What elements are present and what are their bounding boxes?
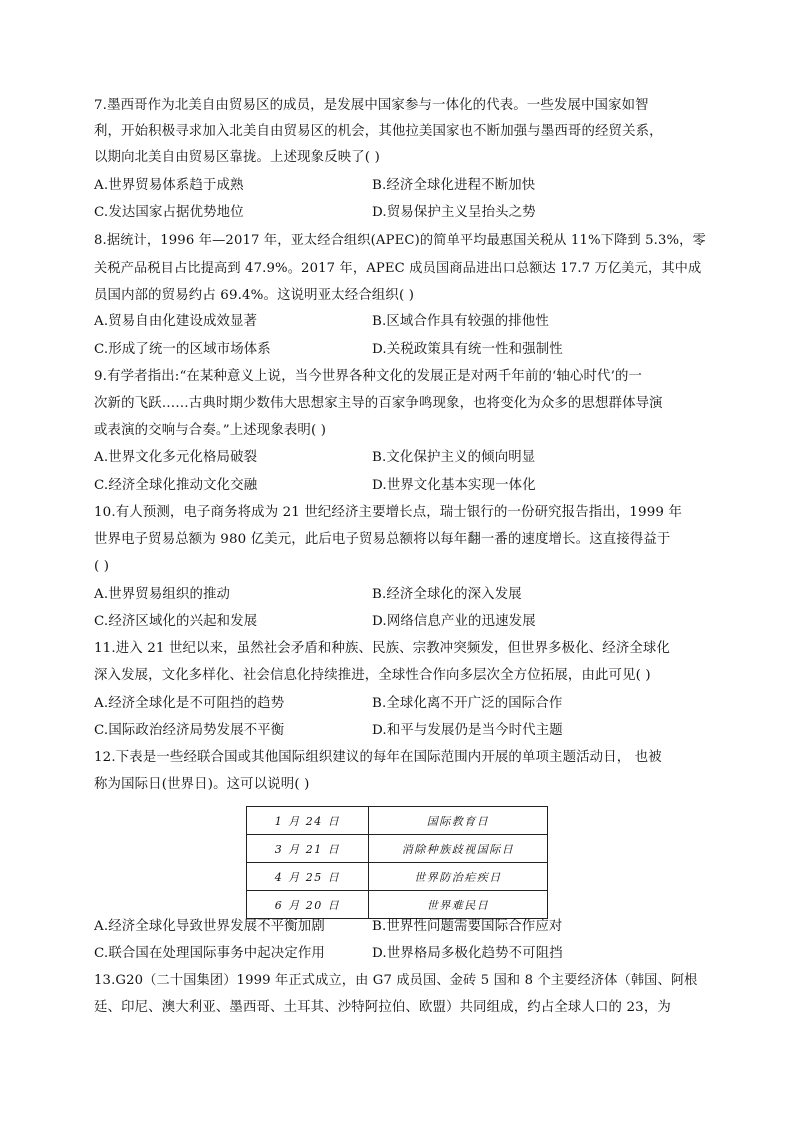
q12-option-a: A.经济全球化导致世界发展不平衡加剧 [94,919,325,934]
q11-option-c: C.国际政治经济局势发展不平衡 [94,723,285,738]
q10-option-c: C.经济区域化的兴起和发展 [94,614,258,629]
q8-stem-line-1: 8.据统计，1996 年—2017 年，亚太经合组织(APEC)的简单平均最惠国关税从 11%下降到 5.3%，零 [94,233,706,248]
q10-stem-line-1: 10.有人预测，电子商务将成为 21 世纪经济主要增长点，瑞士银行的一份研究报告指出，1999 年 [94,505,682,520]
q12-stem-line-1: 12.下表是一些经联合国或其他国际组织建议的每年在国际范围内开展的单项主题活动日， 也被 [94,750,662,765]
q11-option-b: B.全球化离不开广泛的国际合作 [372,696,563,711]
q9-option-c: C.经济全球化推动文化交融 [94,478,258,493]
q7-option-b: B.经济全球化进程不断加快 [372,178,536,193]
q9-stem-line-1: 9.有学者指出:“在某种意义上说，当今世界各种文化的发展正是对两千年前的‘轴心时代’的一 [94,369,643,384]
q8-stem-line-3: 员国内部的贸易约占 69.4%。这说明亚太经合组织( ) [94,288,415,303]
q8-option-c: C.形成了统一的区域市场体系 [94,342,271,357]
q10-option-a: A.世界贸易组织的推动 [94,587,231,602]
q10-option-d: D.网络信息产业的迅速发展 [372,614,536,629]
table-cell-name: 消除种族歧视国际日 [369,835,548,863]
table-cell-date: 6 月 20 日 [247,891,369,919]
q13-stem-line-1: 13.G20（二十国集团）1999 年正式成立，由 G7 成员国、金砖 5 国和 8 个主要经济体（韩国、阿根 [94,973,698,988]
table-row [247,891,548,919]
q10-stem-line-2: 世界电子贸易总额为 980 亿美元，此后电子贸易总额将以每年翻一番的速度增长。这直接得益于 [94,532,671,547]
q9-stem-line-3: 或表演的交响与合奏。”上述现象表明( ) [94,423,327,438]
q12-option-b: B.世界性问题需要国际合作应对 [372,919,563,934]
q10-stem-line-3: ( ) [94,559,110,574]
q12-stem-line-2: 称为国际日(世界日)。这可以说明( ) [94,777,310,792]
q9-option-a: A.世界文化多元化格局破裂 [94,450,258,465]
q11-option-a: A.经济全球化是不可阻挡的趋势 [94,696,285,711]
international-days-table [246,806,548,919]
table-cell-date: 4 月 25 日 [247,863,369,891]
q13-stem-line-2: 廷、印尼、澳大利亚、墨西哥、土耳其、沙特阿拉伯、欧盟）共同组成，约占全球人口的 23，为 [94,1000,671,1015]
table-cell-name: 世界难民日 [369,891,548,919]
q8-option-a: A.贸易自由化建设成效显著 [94,314,258,329]
q7-stem-line-1: 7.墨西哥作为北美自由贸易区的成员，是发展中国家参与一体化的代表。一些发展中国家如智 [94,98,649,113]
q12-option-c: C.联合国在处理国际事务中起决定作用 [94,946,325,961]
q7-option-c: C.发达国家占据优势地位 [94,205,244,220]
table-cell-name: 国际教育日 [369,807,548,835]
q7-stem-line-3: 以期向北美自由贸易区靠拢。上述现象反映了( ) [94,150,380,165]
q7-stem-line-2: 利，开始积极寻求加入北美自由贸易区的机会，其他拉美国家也不断加强与墨西哥的经贸关系， [94,124,663,139]
q11-option-d: D.和平与发展仍是当今时代主题 [372,723,563,738]
q11-stem-line-2: 深入发展，文化多样化、社会信息化持续推进，全球性合作向多层次全方位拓展，由此可见( ) [94,668,651,683]
q9-option-d: D.世界文化基本实现一体化 [372,478,536,493]
table-row [247,835,548,863]
q8-option-b: B.区域合作具有较强的排他性 [372,314,549,329]
q10-option-b: B.经济全球化的深入发展 [372,587,522,602]
table-cell-date: 3 月 21 日 [247,835,369,863]
table-row [247,863,548,891]
q7-option-a: A.世界贸易体系趋于成熟 [94,178,244,193]
q8-option-d: D.关税政策具有统一性和强制性 [372,342,563,357]
q7-option-d: D.贸易保护主义呈抬头之势 [372,205,536,220]
q9-option-b: B.文化保护主义的倾向明显 [372,450,536,465]
q12-option-d: D.世界格局多极化趋势不可阻挡 [372,946,563,961]
table-row [247,807,548,835]
table-cell-date: 1 月 24 日 [247,807,369,835]
q11-stem-line-1: 11.进入 21 世纪以来，虽然社会矛盾和种族、民族、宗教冲突频发，但世界多极化、经济全球化 [94,641,670,656]
table-cell-name: 世界防治疟疾日 [369,863,548,891]
q8-stem-line-2: 关税产品税目占比提高到 47.9%。2017 年，APEC 成员国商品进出口总额达 17.7 万亿美元，其中成 [94,261,702,276]
q9-stem-line-2: 次新的飞跃……古典时期少数伟大思想家主导的百家争鸣现象，也将变化为众多的思想群体导演 [94,396,663,411]
